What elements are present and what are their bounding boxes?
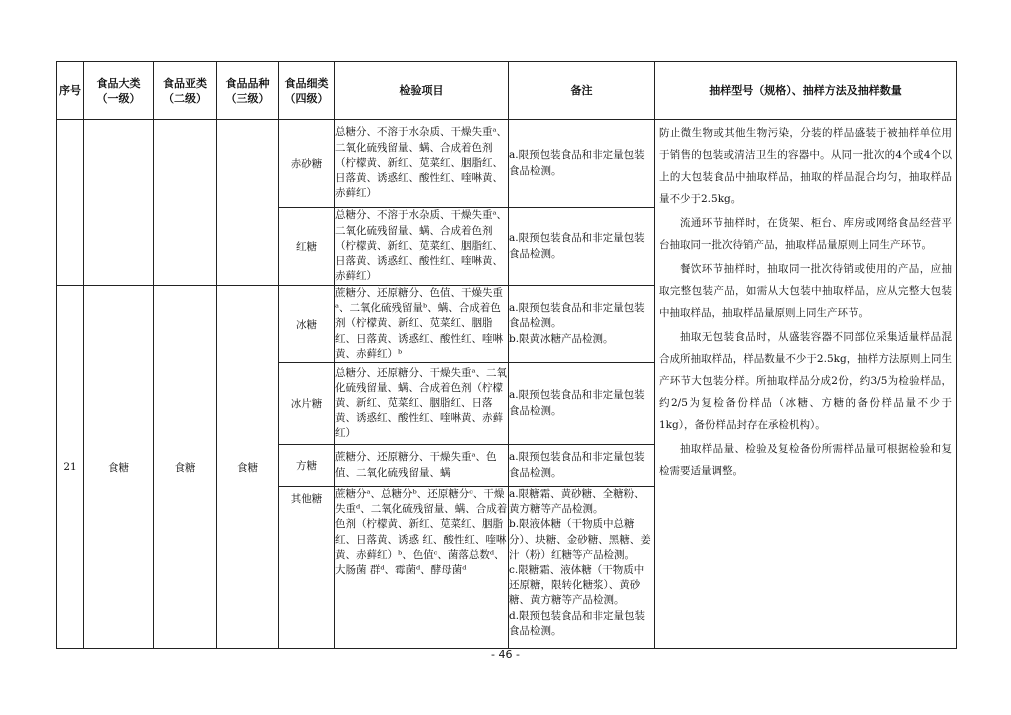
header-sampling: 抽样型号（规格）、抽样方法及抽样数量 xyxy=(655,62,957,120)
sampling-method xyxy=(655,120,957,649)
test-items: 蔗糖分ᵃ、总糖分ᵇ、还原糖分ᶜ、干燥失重ᵈ、二氧化硫残留量、螨、合成着色剂（柠檬黄、新红、苋菜红、胭脂红、日落黄、诱惑 红、酸性红、喹啉黄、赤藓红）ᵇ、色值ᶜ、菌落总数ᵈ、大肠菌 群ᵈ、霉菌ᵈ、酵母菌ᵈ xyxy=(335,487,509,649)
remark: a.限预包装食品和非定量包装食品检测。 xyxy=(509,120,655,208)
remark: a.限预包装食品和非定量包装食品检测。 b.限黄冰糖产品检测。 xyxy=(509,286,655,363)
seq-cell-top xyxy=(57,120,84,286)
table-row xyxy=(57,120,957,208)
cat2-cell-top xyxy=(154,120,217,286)
cat3-cell-top xyxy=(217,120,279,286)
test-items: 总糖分、不溶于水杂质、干燥失重ᵃ、二氧化硫残留量、螨、合成着色剂（柠檬黄、新红、苋菜红、胭脂红、日落黄、诱惑红、酸性红、喹啉黄、赤藓红） xyxy=(335,208,509,286)
test-items: 总糖分、不溶于水杂质、干燥失重ᵃ、二氧化硫残留量、螨、合成着色剂（柠檬黄、新红、苋菜红、胭脂红、日落黄、诱惑红、酸性红、喹啉黄、赤藓红） xyxy=(335,120,509,208)
test-items: 蔗糖分、还原糖分、色值、干燥失重ᵃ、二氧化硫残留量ᵇ、螨、合成着色剂（柠檬黄、新红、苋菜红、胭脂红、日落黄、诱惑红、酸性红、喹啉黄、赤藓红）ᵇ xyxy=(335,286,509,363)
sampling-paragraph: 防止微生物或其他生物污染，分装的样品盛装于被抽样单位用于销售的包装或清洁卫生的容器中。从同一批次的4个或4个以上的大包装食品中抽取样品，抽取的样品混合均匀，抽取样品量不少于2.5kg。 xyxy=(659,127,952,205)
remark: a.限预包装食品和非定量包装食品检测。 xyxy=(509,363,655,445)
group-cat1: 食糖 xyxy=(84,286,154,649)
sampling-paragraph: 餐饮环节抽样时，抽取同一批次待销或使用的产品，应抽取完整包装产品，如需从大包装中抽取样品，应从完整大包装中抽取样品，抽取样品量原则上同生产环节。 xyxy=(659,263,952,319)
subtype-name: 红糖 xyxy=(279,208,335,286)
cat1-cell-top xyxy=(84,120,154,286)
page-number: - 46 - xyxy=(491,648,520,661)
header-seq: 序号 xyxy=(57,62,84,120)
sampling-paragraph: 流通环节抽样时，在货架、柜台、库房或网络食品经营平台抽取同一批次待销产品，抽取样品量原则上同生产环节。 xyxy=(659,217,952,251)
subtype-name: 方糖 xyxy=(279,445,335,487)
group-cat2: 食糖 xyxy=(154,286,217,649)
header-notes: 备注 xyxy=(509,62,655,120)
remark: a.限预包装食品和非定量包装食品检测。 xyxy=(509,445,655,487)
subtype-name: 冰糖 xyxy=(279,286,335,363)
sampling-table xyxy=(56,61,957,649)
group-cat3: 食糖 xyxy=(217,286,279,649)
test-items: 总糖分、还原糖分、干燥失重ᵃ、二氧化硫残留量、螨、合成着色剂（柠檬黄、新红、苋菜红、胭脂红、日落黄、诱惑红、酸性红、喹啉黄、赤藓红） xyxy=(335,363,509,445)
remark: a.限预包装食品和非定量包装食品检测。 xyxy=(509,208,655,286)
header-cat1: 食品大类 （一级） xyxy=(84,62,154,120)
header-cat4: 食品细类 （四级） xyxy=(279,62,335,120)
remark: a.限糖霜、黄砂糖、全糖粉、黄方糖等产品检测。 b.限液体糖（干物质中总糖分）、块糖、金砂糖、黑糖、姜汁（粉）红糖等产品检测。 c.限糖霜、液体糖（干物质中还原糖，限转化糖浆）、黄砂糖、黄方糖等产品检测。 d.限预包装食品和非定量包装食品检测。 xyxy=(509,487,655,649)
header-items: 检验项目 xyxy=(335,62,509,120)
header-cat2: 食品亚类 （二级） xyxy=(154,62,217,120)
subtype-name: 其他糖 xyxy=(279,487,335,649)
sampling-paragraph: 抽取无包装食品时，从盛装容器不同部位采集适量样品混合成所抽取样品，样品数量不少于2.5kg，抽样方法原则上同生产环节大包装分样。所抽取样品分成2份，约3/5为检验样品，约2/5为复检备份样品（冰糖、方糖的备份样品量不少于1kg），备份样品封存在承检机构）。 xyxy=(659,331,952,431)
group-seq: 21 xyxy=(57,286,84,649)
header-cat3: 食品品种 （三级） xyxy=(217,62,279,120)
header-row xyxy=(57,62,957,120)
subtype-name: 冰片糖 xyxy=(279,363,335,445)
subtype-name: 赤砂糖 xyxy=(279,120,335,208)
sampling-paragraph: 抽取样品量、检验及复检备份所需样品量可根据检验和复检需要适量调整。 xyxy=(659,443,952,477)
test-items: 蔗糖分、还原糖分、干燥失重ᵃ、色值、二氧化硫残留量、螨 xyxy=(335,445,509,487)
